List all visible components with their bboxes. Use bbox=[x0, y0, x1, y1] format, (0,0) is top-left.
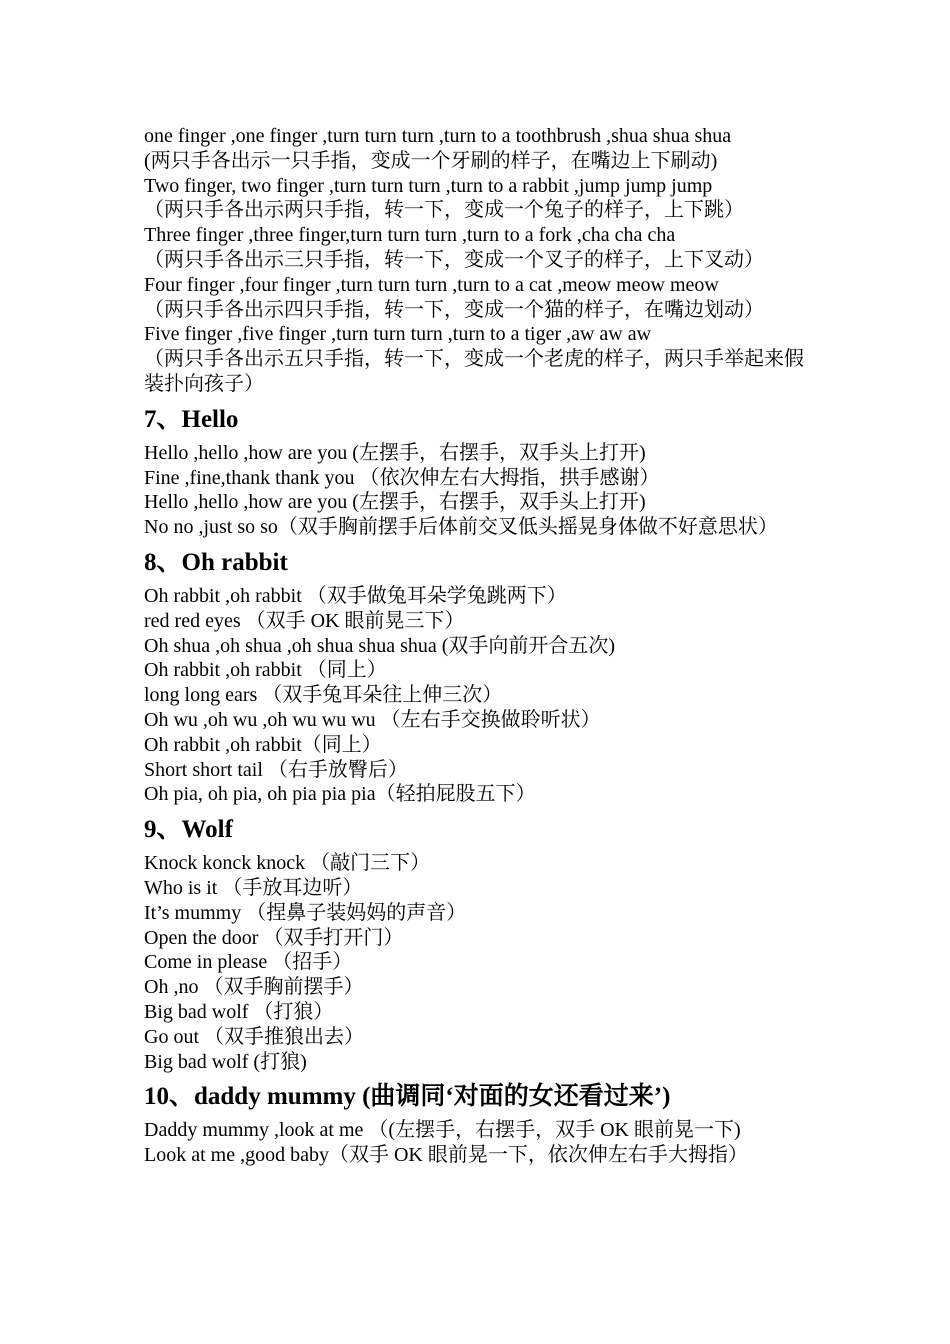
lyric-line: Go out （双手推狼出去） bbox=[144, 1025, 364, 1048]
intro-block bbox=[144, 124, 814, 397]
lyric-line: Oh wu ,oh wu ,oh wu wu wu （左右手交换做聆听状） bbox=[144, 708, 601, 731]
lyric-line: Two finger, two finger ,turn turn turn ,turn to a rabbit ,jump jump jump bbox=[144, 174, 713, 197]
lyric-line: Oh ,no （双手胸前摆手） bbox=[144, 976, 364, 999]
lyric-line: Look at me ,good baby（双手 OK 眼前晃一下，依次伸左右手大拇指） bbox=[144, 1144, 748, 1167]
lyric-line: Come in please （招手） bbox=[144, 951, 353, 974]
section-heading: 8、Oh rabbit bbox=[144, 548, 288, 576]
lyric-line: Big bad wolf (打狼) bbox=[144, 1050, 307, 1073]
action-line: （两只手各出示三只手指，转一下，变成一个叉子的样子，上下叉动） bbox=[144, 248, 764, 271]
section-heading: 9、Wolf bbox=[144, 816, 233, 844]
lyric-line: Five finger ,five finger ,turn turn turn ,turn to a tiger ,aw aw aw bbox=[144, 323, 652, 346]
lyric-line: Daddy mummy ,look at me （(左摆手，右摆手，双手 OK 眼前晃一下) bbox=[144, 1119, 741, 1142]
lyric-line: one finger ,one finger ,turn turn turn ,turn to a toothbrush ,shua shua shua bbox=[144, 125, 732, 147]
lyric-line: Oh rabbit ,oh rabbit （双手做兔耳朵学兔跳两下） bbox=[144, 584, 567, 607]
document-page bbox=[144, 124, 814, 1168]
action-line: （两只手各出示五只手指，转一下，变成一个老虎的样子，两只手举起来假装扑向孩子） bbox=[144, 348, 804, 395]
lyric-line: Big bad wolf （打狼） bbox=[144, 1000, 334, 1023]
lyric-line: Three finger ,three finger,turn turn turn ,turn to a fork ,cha cha cha bbox=[144, 224, 676, 247]
lyric-line: Who is it （手放耳边听） bbox=[144, 876, 363, 899]
action-line: （两只手各出示四只手指，转一下，变成一个猫的样子，在嘴边划动） bbox=[144, 298, 764, 321]
lyric-line: Open the door （双手打开门） bbox=[144, 926, 404, 949]
action-line: （两只手各出示两只手指，转一下，变成一个兔子的样子，上下跳） bbox=[144, 199, 744, 222]
lyric-line: Knock konck knock （敲门三下） bbox=[144, 852, 431, 875]
section-hello bbox=[144, 405, 814, 540]
lyric-line: Hello ,hello ,how are you (左摆手，右摆手，双手头上打开) bbox=[144, 491, 646, 514]
lyric-line: Four finger ,four finger ,turn turn turn ,turn to a cat ,meow meow meow bbox=[144, 273, 719, 296]
lyric-line: red red eyes （双手 OK 眼前晃三下） bbox=[144, 609, 465, 632]
lyric-line: Oh shua ,oh shua ,oh shua shua shua (双手向前开合五次) bbox=[144, 634, 616, 657]
lyric-line: long long ears （双手兔耳朵往上伸三次） bbox=[144, 684, 503, 707]
section-heading: 10、daddy mummy (曲调同‘对面的女还看过来’) bbox=[144, 1083, 671, 1111]
lyric-line: Oh pia, oh pia, oh pia pia pia（轻拍屁股五下） bbox=[144, 783, 536, 806]
action-line: (两只手各出示一只手指，变成一个牙刷的样子，在嘴边上下刷动) bbox=[144, 149, 718, 172]
section-heading: 7、Hello bbox=[144, 405, 239, 433]
lyric-line: Fine ,fine,thank thank you （依次伸左右大拇指，拱手感谢） bbox=[144, 466, 660, 489]
lyric-line: Short short tail （右手放臀后） bbox=[144, 758, 408, 781]
lyric-line: Oh rabbit ,oh rabbit （同上） bbox=[144, 659, 387, 682]
section-oh-rabbit bbox=[144, 548, 814, 807]
lyric-line: Hello ,hello ,how are you (左摆手，右摆手，双手头上打开) bbox=[144, 441, 646, 464]
section-wolf bbox=[144, 815, 814, 1074]
section-daddy-mummy bbox=[144, 1082, 814, 1168]
lyric-line: It’s mummy （捏鼻子装妈妈的声音） bbox=[144, 901, 467, 924]
lyric-line: Oh rabbit ,oh rabbit（同上） bbox=[144, 733, 382, 756]
lyric-line: No no ,just so so（双手胸前摆手后体前交叉低头摇晃身体做不好意思状） bbox=[144, 516, 778, 539]
